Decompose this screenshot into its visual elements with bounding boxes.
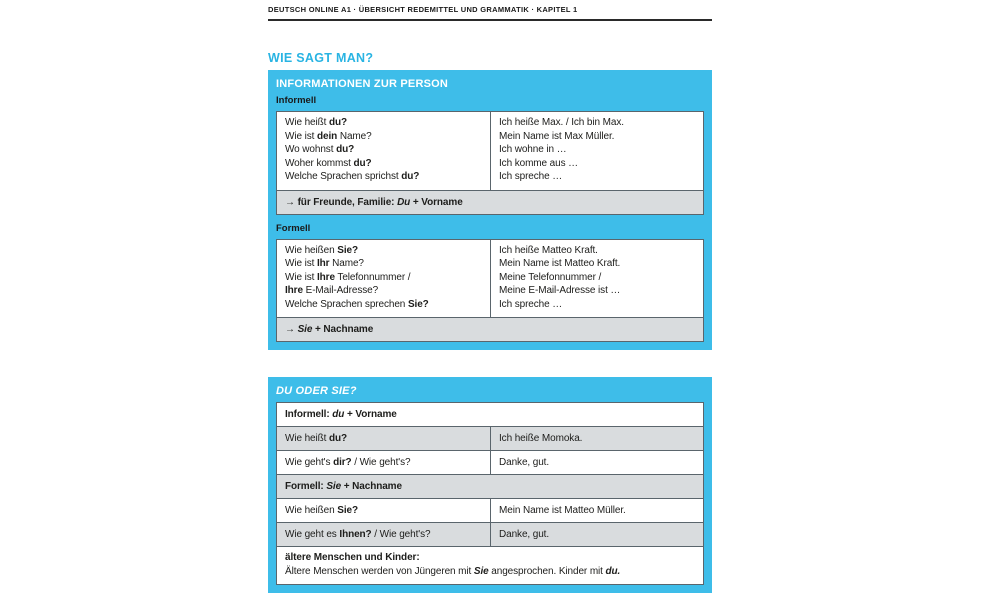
answer-cell: Danke, gut. (490, 523, 703, 546)
table-row (277, 426, 703, 450)
section-title: DU ODER SIE? (276, 385, 357, 397)
questions-column (277, 240, 490, 318)
table-formell (276, 239, 704, 343)
question-line: Wie ist Ihre Telefonnummer / (285, 271, 411, 283)
page-content (268, 5, 712, 593)
answer-cell: Mein Name ist Matteo Müller. (490, 499, 703, 522)
table-informell (276, 111, 704, 215)
question-line: Wie heißt du? (285, 117, 348, 128)
question-line: Wie ist dein Name? (285, 130, 372, 142)
answer-line: Meine Telefonnummer / (499, 271, 602, 283)
note-block (277, 547, 703, 584)
question-cell: Wie geht's dir? / Wie geht's? (285, 457, 411, 468)
rule-row-informell: Informell: du + Vorname (285, 409, 397, 420)
table-row (277, 498, 703, 522)
label-informell: Informell (276, 95, 317, 106)
answer-line: Ich wohne in … (499, 144, 567, 155)
table-body (277, 112, 703, 190)
answers-column (490, 240, 703, 318)
table-body (277, 240, 703, 318)
answer-line: Ich heiße Max. / Ich bin Max. (499, 117, 624, 128)
table-du-oder-sie (276, 402, 704, 585)
table-row (277, 450, 703, 474)
answers-column (490, 112, 703, 190)
table-row (277, 546, 703, 584)
question-line: Wo wohnst du? (285, 144, 355, 155)
section-du-oder-sie (268, 377, 712, 593)
question-line: Welche Sprachen sprechen Sie? (285, 298, 429, 310)
table-row (277, 403, 703, 426)
question-cell: Wie heißt du? (285, 433, 348, 444)
answer-line: Ich heiße Matteo Kraft. (499, 244, 598, 256)
table-row (277, 522, 703, 546)
rule-row-formell: Formell: Sie + Nachname (285, 481, 402, 492)
question-line: Wie heißen Sie? (285, 244, 358, 256)
questions-column (277, 112, 490, 190)
section-title: INFORMATIONEN ZUR PERSON (276, 78, 449, 90)
answer-line: Ich spreche … (499, 171, 563, 182)
answer-line: Ich komme aus … (499, 157, 579, 169)
page-title: WIE SAGT MAN? (268, 51, 374, 65)
answer-line: Meine E-Mail-Adresse ist … (499, 285, 621, 296)
question-line: Welche Sprachen sprichst du? (285, 171, 420, 182)
answer-cell: Ich heiße Momoka. (490, 427, 703, 450)
question-line: Woher kommst du? (285, 157, 372, 169)
section-informationen-zur-person (268, 70, 712, 350)
answer-cell: Danke, gut. (490, 451, 703, 474)
note-text: Ältere Menschen werden von Jüngeren mit Sie angesprochen. Kinder mit du. (285, 565, 621, 577)
question-line: Ihre E-Mail-Adresse? (285, 285, 379, 296)
question-line: Wie ist Ihr Name? (285, 258, 364, 269)
table-row (277, 474, 703, 498)
answer-line: Mein Name ist Max Müller. (499, 130, 615, 142)
answer-line: Ich spreche … (499, 298, 563, 310)
running-head: DEUTSCH ONLINE A1 · ÜBERSICHT REDEMITTEL UND GRAMMATIK · KAPITEL 1 (268, 5, 712, 21)
question-cell: Wie heißen Sie? (285, 505, 358, 516)
rule-footer-informell: → für Freunde, Familie: Du + Vorname (277, 190, 703, 214)
question-cell: Wie geht es Ihnen? / Wie geht's? (285, 529, 431, 540)
rule-footer-formell: → Sie + Nachname (277, 317, 703, 341)
note-heading: ältere Menschen und Kinder: (285, 552, 420, 563)
label-formell: Formell (276, 222, 311, 234)
answer-line: Mein Name ist Matteo Kraft. (499, 258, 621, 269)
